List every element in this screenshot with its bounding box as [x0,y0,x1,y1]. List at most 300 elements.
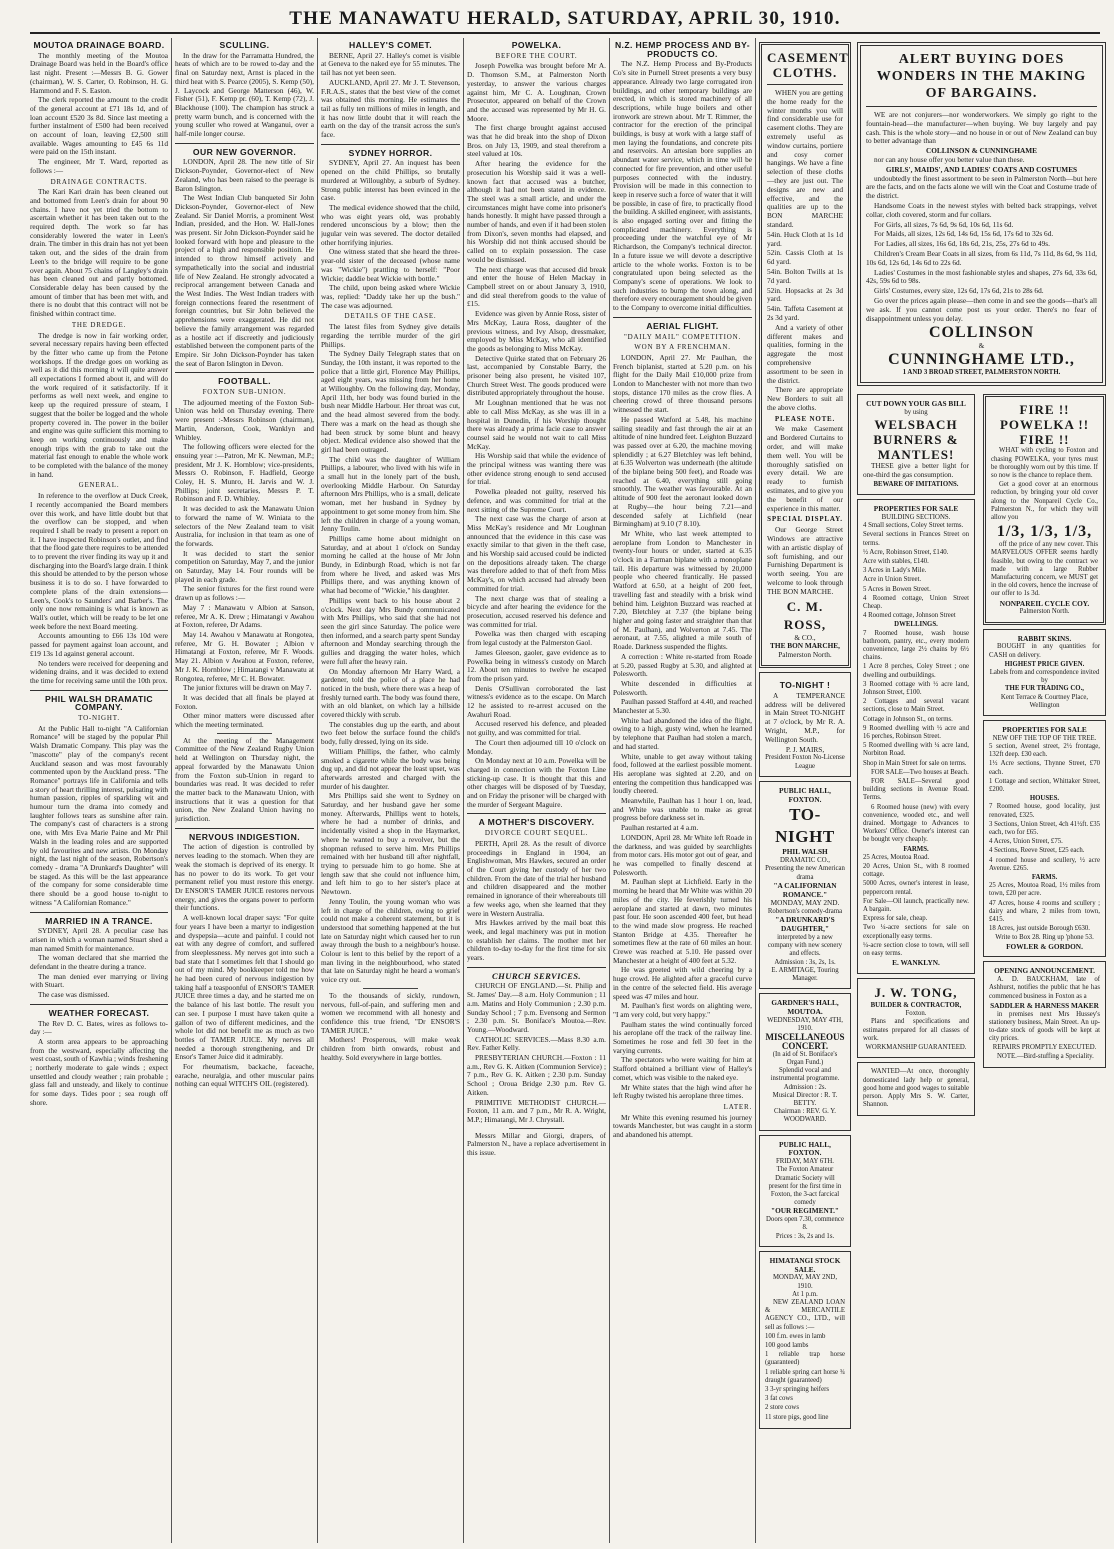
place: Foxton. [905,1010,927,1018]
paragraph: The spectators who were waiting for him at Stafford obtained a brilliant view of Halley's comet, which was visible to the naked eye. [613,1055,752,1082]
stock-item: 1 reliable trap horse (guaranteed) [765,1351,845,1367]
paragraph: A storm area appears to be approaching from the westward, especially affecting the west coast, south of Kawhia ; winds freshening ; northerly moderate to gale winds ; expect unsettled and cloudy weather ; rain probable ; glass fall and unsteady, and likely to continue for some days. Tides poor ; sea rough off shore. [30,1036,168,1107]
paragraph: It was decided that all finals be played at Foxton. [175,692,314,711]
paragraph: After hearing the evidence for the prosecution his Worship said it was a well-known fact that accused was a butcher, although it had not been stated in evidence. The steel was a small article, and under the circumstances might have come into prisoner's hands honestly. It might have passed through a number of hands, and even if it had been stolen from Dixon's, seven months had elapsed, and his Worship did not think accused should be called on to explain possession. The case would be dismissed. [467,159,606,264]
paragraph: PRIMITIVE METHODIST CHURCH.—Foxton, 11 a.m. and 7 p.m., Mr R. A. Wright, M.P.; Himatangi, Mr J. Chrystall. [467,1097,606,1124]
paragraph: May 7 : Manawatu v Albion at Sanson, referee, Mr A. K. Drew ; Himatangi v Awahou at Foxton, referee, Dr Adams. [175,602,314,630]
article-title: WEATHER FORECAST. [48,1007,150,1018]
stock-item: 3 3-yr springing heifers [765,1386,829,1394]
paragraph: The latest files from Sydney give details regarding the terrible murder of the girl Phillips. [321,322,460,349]
price-item: 54in. Huck Cloth at 1s 1d yard. [767,229,843,248]
chairman: Chairman : REV. G. Y. WOODWARD. [774,1108,836,1124]
subheading: FARMS. [1031,874,1058,882]
paragraph: There are appropriate New Borders to suit all the above cloths. [767,385,843,412]
paragraph: SYDNEY, April 27. An inquest has been opened on the child Phillips, so brutally murdered at Willoughby, a suburb of Sydney. Strong public interest has been evinced in the case. [321,158,460,203]
paragraph: off the price of any new cover. This MARVELOUS OFFER seems hardly feasible, but owing to the contract we made with a large Rubber Manufacturing concern, we MUST get in the old covers, hence the increase of our offer to 1s 3d. [991,541,1098,598]
property-item: ½ Acre, Robinson Street, £140. [863,548,949,556]
property-advert [857,499,975,974]
property-item: 7 Roomed house, good locality, just renovated, £325. [989,803,1100,819]
divider [30,912,168,913]
paragraph: At the Public Hall to-night "A Californian Romance" will be staged by the popular Phil Walsh Dramatic Company. This play was the "mascotte" play of the company's recent Auckland season and was most favourably commented upon by the Auckland press. "The Romance" portrays life in California and tells a story of heart thrilling interest, pulsating with human passion, ripples of sparkling wit and humour turn the drama into comedy and laughter follows tears as sunshine after rain. The company's cast of characters is a strong one, with Mrs Eva Marie Paine and Mr Phil Walsh in the leading roles and are supported by old favourites and new artists. On Monday night, the last night of the season, Robertson's comedy - drama "A Drunkard's Daughter" will be staged. As this will be the last appearance of the company for some considerable time there should be a good house to-night to witness "A Californian Romance." [30,723,168,907]
property-item: ¼-acre section close to town, will sell on easy terms. [863,941,969,958]
paragraph: Denis O'Sullivan corroborated the last witness's evidence as to the escape. On March 12 he assisted to re-arrest accused on the Awahuri Road. [467,683,606,719]
paragraph: He passed Watford at 5.48, his machine sailing steadily and fast through the air at an altitude of nine hundred feet. Leighton Buzzard was passed over at 6.20, the machine moving splendidly ; at 6.27 Bletchley was left behind, at 6.35 Wolverton was underneath (the altitude of the biplane being 500 feet), and Roade was reached at 6.40, everything still going smoothly. The weather was favourable. At an altitude of 900 feet the aeronaut looked down at Rugby—the hour being 7.21—and descended safely at Lichfield (near Birmingham) at 9.10 (7 8.10). [613,414,752,529]
column-4 [467,38,606,1543]
subheading: DIVORCE COURT SEQUEL. [484,829,589,838]
paragraph: Mrs Hawkes arrived by the mail boat this week, and legal machinery was put in motion to establish her claims. The mother met her children to-day to-day for the first time for six years. [467,918,606,963]
price-item: 52in. Cassis Cloth at 1s 6d yard. [767,248,843,267]
article-title: MOUTOA DRAINAGE BOARD. [33,40,165,50]
firm-name: C. M. ROSS, [783,598,827,632]
column-rule [171,38,172,1543]
price-list [767,231,843,323]
paragraph: The child, upon being asked where Wickie was, replied: "Daddy take her up the bush." The case was adjourned. [321,283,460,310]
paragraph: The action of digestion is controlled by nerves leading to the stomach. When they are weak the stomach is deprived of its energy. It has no power to do its work. To get vour permanent relief you must restore this energy. Dr ENSOR'S TAMER JUICE restores nervous energy, and gives the organs power to perform their functions. [175,842,314,913]
property-item: 4 Roomed cottage, Union Street Cheap. [863,594,969,610]
firm-name: THE FUR TRADING CO., [1005,685,1084,693]
firm-name: J. W. TONG, [874,985,958,1001]
offer-price: 1/3, 1/3, 1/3, [996,523,1093,541]
advert-title: OPENING ANNOUNCEMENT. [994,966,1095,976]
paragraph: Our George Street Windows are attractive with an artistic display of soft furnishing, and our Furnishing Department is worth seeing. You are welcome to look through THE BON MARCHE. [767,525,843,596]
venue: PUBLIC HALL, FOXTON. [779,1139,831,1158]
paragraph: The next charge was that of stealing a bicycle and after hearing the evidence for the prosecution, accused reserved his defence and was committed for trial. [467,593,606,629]
paragraph: His Worship said that while the evidence of the principal witness was wanting there was other evidence strong enough to send accused for trial. [467,451,606,487]
column-1 [30,38,168,1543]
paragraph: Mrs Phillips said she went to Sydney on Saturday, and her husband gave her some money. Afterwards, Phillips went to hotels, where he had a number of drinks, and incidentally visited a shop in the Haymarket, where he wanted to buy a revolver, but the shopman refused to serve him. Mrs Phillips remained with her husband till after nightfall, trying to persuade him to go home. She at length saw that she could not influence him, and left him to go to her sister's place at Newtown. [321,791,460,897]
price-line: Ladies' Costumes in the most fashionable styles and shapes, 27s 6d, 33s 6d, 42s, 59s 6d to 98s. [866,267,1097,286]
paragraph: PERTH, April 28. As the result of divorce proceedings in England in 1904, an Englishwoman, Mrs Hawkes, secured an order of the Court giving her custody of her two children. From the date of the trial her husband and children disappeared and the mother remained in ignorance of their whereabouts till a few weeks ago, when she learned that they were in Western Australia. [467,838,606,918]
masthead: THE MANAWATU HERALD, SATURDAY, APRIL 30, 1910. [30,8,1100,34]
paragraph: The woman declared that she married the defendant in the theatre during a trance. [30,953,168,972]
paragraph: The following officers were elected for the ensuing year :—Patron, Mr K. Newman, M.P.; president, Mr J. K. Hornblow; vice-presidents, Messrs O. Robinson, F. Hadfield, George Coley, H. S. Munro, H. Jarvis and W. J. Phillips; joint secretaries, Messrs P. T. Robinson and F. D. Whibley. [175,442,314,504]
stock-sale-advert [759,1251,851,1429]
price-line: For Girls, all sizes, 7s 6d, 9s 6d, 10s 6d, 11s 6d. [874,219,1014,229]
stock-item: 3 fat cows [765,1395,793,1403]
paragraph: Mr Loughnan mentioned that he was not able to call Miss McKay, as she was ill in a hospital in Dunedin, if his Worship thought there was already a prima facie case to answer counsel said he would not wait to call Miss McKay. [467,398,606,451]
farm-list [863,854,969,958]
column-5 [613,38,752,1543]
advert-title: FIRE !! POWELKA !! FIRE !! [999,402,1090,448]
subheading: FARMS. [903,845,929,853]
paragraph: CATHOLIC SERVICES.—Mass 8.30 a.m. Rev. Father Kelly. [467,1034,606,1053]
rabbit-advert [983,629,1106,716]
gas-advert [857,394,975,495]
doors: Doors open 7.30, commence 8. [766,1216,844,1232]
subheading: TO-NIGHT. [78,714,120,723]
price-item: 54in. Bolton Twills at 1s 7d yard. [767,266,843,285]
subheading: DWELLINGS. [894,621,938,629]
date: FRIDAY, MAY 6TH. [775,1158,835,1166]
paragraph: A correction : White re-started from Roade at 5.20, passed Rugby at 5.30, and alighted at Polesworth. [613,651,752,679]
property-item: 1 Cottage and section, Whittaker Street, £200. [989,777,1100,794]
paragraph: White descended in difficulties at Polesworth. [613,678,752,697]
article-title: OUR NEW GOVERNOR. [192,146,297,157]
property-item: 5 Roomed dwelling with ¼ acre land, Norbiton Road. [863,742,969,758]
divider [509,1128,565,1129]
address: Kent Terrace & Courtney Place, Wellington [1000,693,1089,709]
article-title: N.Z. HEMP PROCESS AND BY-PRODUCTS CO. [614,40,751,59]
play-title: "A DRUNKARD'S DAUGHTER," [775,915,835,934]
paragraph: LONDON, April 28. The new title of Sir Dickson-Poynder, Governor-elect of New Zealand, who has been raised to the peerage is Baron Islington. [175,157,314,193]
trade: SADDLER & HARNESS MAKER [990,1000,1099,1010]
paragraph: NEW ZEALAND LOAN & MERCANTILE AGENCY CO., LTD., will sell as follows :— [765,1299,845,1331]
divider [217,733,273,734]
price-line: Children's Cream Bear Coats in all sizes, from 6s 11d, 7s 11d, 8s 6d, 9s 11d, 10s 6d, 12s 6d, 14s 6d to 22s 6d. [866,248,1097,267]
house-list [989,803,1100,873]
paragraph: The N.Z. Hemp Process and By-Products Co's site in Purnell Street presents a very busy appearance. Already two large corrugated iron buildings, and other temporary buildings are erected, in which is stored machinery of all descriptions, while huge boilers and other ironwork are strewn about. Mr T. Rimmer, the contractor for the erection of the principal buildings, is busy at work with a large staff of men laying the foundations, and concrete pits and reservoirs. An artesian bore supplies an abundant water service, which in time will be connected for fire prevention, and other useful purposes connected with the industry. Provision will be made in this connection to keep in reserve such a force of water that it will be possible, in case of fire, to practically flood the building. A skilled engineer, with assistants, is also engaged sorting over and fitting the complicated machinery. Everything is proceeding under the watchful eye of Mr Richardson, the Company's technical director. In a future issue we will devote a descriptive article to the whole works. Foxton is to be congratulated upon being selected as the Company's scene of operations. We look to such industries to bump the town along, and therefore every encouragement should be given to the Company to overcome initial difficulties. [613,59,752,313]
paragraph: LONDON, April 27. Mr Paulhan, the French biplanist, started at 5.20 p.m. on his flight for the Daily Mail £10,000 prize from London to Manchester with not more than two stops, distance 170 miles as the crow flies. A cheering crowd of three thousand persons witnessed the start. [613,352,752,415]
paragraph: Plans and specifications and estimates prepared for all classes of work. [863,1018,969,1042]
paragraph: Paulhan restarted at 4 a.m. [621,823,699,833]
article-title: SCULLING. [219,40,270,50]
paragraph: The West Indian Club banqueted Sir John Dickson-Poynder, Governor-elect of New Zealand. Sir Daniel Morris, a prominent West Indian, presided, and the Hon. W. Hall-Jones was present. Sir John Dickson-Poynder said he looked forward with hope and pleasure to the project of a high and responsible position. He intended to throw himself actively and sympathetically into the social and industrial life of New Zealand. He strongly advocated a reciprocal arrangement between Canada and the West Indies. The West Indian traders with foreign connections feared the resentment of foreign countries, but Sir John believed the apprehensions were exaggerated. He did not believe the family arrangement was regarded as a hostile act if discreetly and judiciously established between the component parts of the Empire. Sir John Dickson-Poynder has taken the seat of Baron Islington in Devon. [175,193,314,368]
advert-title: HIMATANGI STOCK SALE. [769,1255,841,1274]
paragraph: The Sydney Daily Telegraph states that on Sunday, the 10th instant, it was reported to the police that a little girl, Florence May Phillips, aged eight years, was missing from her home at Willoughby. On the following day, Monday, April 11th, her body was found buried in the bush near Middle Harbour. Her throat was cut, and the head almost severed from the body. There was a mark on the head as though she had been struck by some blunt and heavy object. Medical evidence also showed that the girl had been outraged. [321,349,460,454]
subheading: DRAINAGE CONTRACTS. [50,177,148,186]
advert-title: ALERT BUYING DOES WONDERS IN THE MAKING OF BARGAINS. [876,52,1087,101]
property-item: Several sections in Frances Street on terms. [863,531,969,547]
play-title: "OUR REGIMENT." [771,1206,839,1216]
paragraph: Powelka was then charged with escaping from legal custody at the Palmerston Gaol. [467,629,606,648]
column-3 [321,38,460,1543]
subheading: NEW OFF THE TOP OF THE TREE. [992,734,1097,742]
paragraph: Detective Quirke stated that on February 26 last, accompanied by Constable Barry, the prisoner being also present, he visited 107, Church Street West. The goods produced were distributed appropriately throughout the house. [467,353,606,398]
wanted-advert [857,1062,975,1116]
property-item: 20 Acres, Union St., with 8 roomed cottage. [863,863,969,879]
paragraph: Presenting the new American drama [765,865,845,881]
subheading: DETAILS OF THE CASE. [344,312,437,321]
stock-item: 100 f.m. ewes in lamb [765,1332,826,1340]
prices: Prices : 3s, 2s and 1s. [775,1232,835,1240]
agent-name: E. WANKLYN. [892,958,940,968]
subheading: LATER. [723,1102,752,1111]
paragraph: M. Paulhan's first words on alighting were, "I am very cold, but very happy." [613,1001,752,1019]
article-title: NERVOUS INDIGESTION. [189,831,300,842]
contact: Write to Box 28. Ring up 'phone 53. [995,934,1094,942]
article-title: PHIL WALSH DRAMATIC COMPANY. [44,693,153,713]
subheading: THE DREDGE. [71,320,127,329]
property-list [989,743,1100,794]
paragraph: Messrs Millar and Giorgi, drapers, of Palmerston N., have a replace advertisement in this issue. [467,1130,606,1158]
price-line: For Maids, all sizes, 12s 6d, 14s 6d, 15s 6d, 17s 6d to 32s 6d. [874,229,1054,239]
ad-subcolumn-right [981,390,1108,1072]
paragraph: And a variety of other different makes and qualities, forming in the aggregate the most comprehensive assortment to be seen in the district. [767,322,843,385]
concert-advert [759,993,851,1130]
paragraph: WHAT with cycling to Foxton and chasing POWELKA, your tyres must be thoroughly worn out by this time. If so now is the chance to replace them. [991,447,1098,479]
property-item: 3 Sections, Union Street, 4ch 41½ft. £35 each, two for £65. [989,820,1100,837]
subheading: BUILDING SECTIONS. [881,513,951,521]
subheading: GENERAL. [78,481,120,490]
paragraph: May 14. Awahou v Manawatu at Rongotea, referee, Mr G. H. Bowater ; Albion v Himatangi at Foxton, referee, Mr F. Woods. May 21. Albion v Awahou at Foxton, referee, Mr J. K. Hornblow ; Himatangi v Manawatu at Rongotea, referee, Mr C. H. Bowater. [175,630,314,683]
paragraph: A TEMPERANCE address will be delivered in Main Street TO-NIGHT at 7 o'clock, by Mr R. A. Wright, M.P., for Wellington South. [765,690,845,744]
paragraph: Phillips came home about midnight on Saturday, and at about 1 o'clock on Sunday morning he called at the house of Mr John Bundy, in Edinburgh Road, which is not far from where he lived, and asked was Mrs Phillips there, and was anything known of what had become of "Wickie," his daughter. [321,533,460,596]
property-item: 4 Small sections, Coley Street terms. [863,522,964,530]
property-item: 18 Acres, just outside Borough £630. [989,925,1091,933]
advert-title: MISCELLANEOUS CONCERT. [765,1032,845,1051]
paragraph: The child was the daughter of William Phillips, a labourer, who lived with his wife in a small hut in the lonely part of the bush, overlooking Middle Harbour. On Saturday afternoon Mrs Phillips, who is a small, delicate woman, met her husband in Sydney by appointment to get some money from him. She left the children in charge of a young woman, Jenny Toulin. [321,454,460,534]
paragraph: M. Paulhan slept at Lichfield. Early in the morning he heard that Mr White was within 20 miles of the city. He feverishly turned his aeroplane and started at dawn, two minutes past four. He soon ascended 400 feet, but head to the wind made slow progress. He reached Stanton Bridge at 4.35. Thereafter he sometimes flew at the rate of 60 miles an hour. Crewe was reached at 5.10. He passed over Manchester at a height of 400 feet at 5.32. [613,877,752,965]
paragraph: Splendid vocal and instrumental programme. [770,1067,840,1083]
paragraph: LONDON, April 28. Mr White left Roade in the darkness, and was guided by searchlights from motor cars. His motor got out of gear, and he was compelled to finally descend at Polesworth. [613,832,752,877]
dwelling-list [863,630,969,768]
signature: P. J. MAIRS, [785,744,825,754]
guarantee: WORKMANSHIP GUARANTEED. [865,1044,967,1052]
property-item: For Sale—Oil launch, practically new. A bargain. [863,897,969,914]
paragraph: Paulhan passed Stafford at 4.40, and reached Manchester at 5.30. [613,697,752,716]
date: MONDAY, MAY 2ND. [770,898,840,908]
paragraph: It was decided to ask the Manawatu Union to forward the name of W. Winiata to the selectors of the New Zealand team to visit Australia, for inclusion in that team as one of the forwards. [175,504,314,548]
paragraph: A. D. BAUCKHAM, late of Ashhurst, notifies the public that he has commenced business in Foxton as a [989,976,1100,1000]
paragraph: The Foxton Amateur Dramatic Society will present for the first time in Foxton, the 3-act farcical comedy [768,1166,842,1207]
store-name: THE BON MARCHE, [770,641,840,651]
advert-title: TO-NIGHT [775,805,835,847]
powelka-cycle-advert [983,394,1106,624]
paragraph: It was decided to start the senior competition on Saturday, May 7, and the junior on Saturday, May 14. Four rounds will be played in each grade. [175,548,314,584]
paragraph: We make Casement and Bordered Curtains to order, and will make them well. You will be thoroughly satisfied on every detail. We are ready to furnish estimates, and to give you the benefit of our experience in this matter. [767,424,843,513]
stock-item: 1 reliable spring cart horse ¾ draught (guaranteed) [765,1368,845,1384]
divider [175,828,314,829]
paragraph: The case was dismissed. [38,990,110,1000]
ampersand: & [978,341,985,351]
advert-title: CASEMENT CLOTHS. [767,50,849,80]
paragraph: Mr White, who last week attempted to aeroplane from London to Manchester in twenty-four hours or under, started at 6.35 o'clock in a Farman biplane with a monoplane tail. His departure was witnessed by 20,000 people who cheered frantically. He passed Watford at 6.50, at a height of 200 feet, travelling fast and steadily with a brisk wind behind him. Leighton Buzzard was reached at 7.20, Bletchley at 7.37 (the biplane being higher and going faster and straighter than that of M. Paulhan), and Wolverton at 7.45. The aeronaut, at 7.55, alighted a mile south of Roade. Darkness suspended the flights. [613,528,752,652]
paragraph: The Court then adjourned till 10 o'clock on Monday. [467,737,606,756]
divider [467,813,606,814]
paragraph: 6 Roomed house (new) with every convenience, wooded etc., and well drained. Mortgage to Advances to Workers' Office. Owner's interest can be bought very cheaply. [863,803,969,844]
theatre-advert [759,781,851,989]
opening-advert [983,961,1106,1067]
place: Palmerston North. [1019,608,1070,616]
paragraph: The Kari Kari drain has been cleaned out and bottomed from Leen's drain for about 90 chains. I have not yet tried the bottom to ascertain whether it has been taken out to the required depth. The work so far has considerably lowered the water in Leen's drain. The timber in this drain has not yet been taken out, and the sides of the drain from Leen's to the bridge will require to be gone over again. About 75 chains of Langley's drain has been cleaned out and partly bottomed. Considerable delay has been caused by the amount of timber that has been met with, and there is no doubt that this contract will not be finished within contract time. [30,187,168,319]
divider [321,144,460,145]
paragraph: HIGHEST PRICE GIVEN. [1004,660,1085,668]
date: WEDNESDAY, MAY 4TH, 1910. [767,1016,843,1032]
divider [866,106,1097,107]
collinson-advert [857,42,1106,386]
paragraph: Jenny Toulin, the young woman who was left in charge of the children, owing to grief could not make a coherent statement, but it is understood that something happened at the hut late on Saturday night which caused her to run away through the bush to a neighbour's house. Colour is lent to this belief by the report of a man living in the neighbourhood, who stated that late on Saturday night he heard a woman's voice cry out. [321,896,460,985]
article-title: AERIAL FLIGHT. [646,320,719,331]
property-item: 4 Acres, Union Street, £75. [989,838,1063,846]
paragraph: White had abandoned the idea of the flight, owing to a high, gusty wind, when he learned by telephone that Paulhan had stolen a march, and had started. [613,715,752,751]
paragraph: AUCKLAND, April 27. Mr J. T. Stevenson, F.R.A.S., states that the best view of the comet was obtained this morning. He estimates the tail as fully ten millions of miles in length, and it has now little doubt that it will reach the earth on the day of the transit across the sun's face. [321,77,460,140]
date: MONDAY, MAY 2ND, 1910. [772,1274,838,1290]
paragraph: nor can any house offer you better value than these. [874,154,1025,164]
paragraph: NOTE.—Bird-stuffing a Speciality. [997,1052,1094,1060]
paragraph: The constables dug up the earth, and about two feet below the surface found the child's body, fully dressed, lying on its side. [321,719,460,747]
divider [175,143,314,144]
advert-title: PROPERTIES FOR SALE [1002,725,1087,734]
paragraph: REPAIRS PROMPTLY EXECUTED. [992,1044,1097,1052]
divider [767,84,843,85]
price-item: 54in. Taffeta Casement at 2s 3d yard. [767,304,843,322]
tong-advert [857,978,975,1058]
column-2 [175,38,314,1543]
paragraph: On Monday next at 10 a.m. Powelka will be charged in connection with the Foxton Line sticking-up case. It is thought that this and other charges will be disposed of by Tuesday, and on Friday the prisoner will be charged with the murder of Sergeant Maguire. [467,756,606,809]
paragraph: PRESBYTERIAN CHURCH.—Foxton : 11 a.m., Rev G. K. Aitken (Communion Service) ; 7 p.m., Rev G. K. Aitken ; 2.30 p.m. Sunday School ; Oroua Bridge 2.30 p.m. Rev G. Aitken. [467,1053,606,1097]
paragraph: undoubtedly the finest assortment to be seen in Palmerston North—but here are the facts, and on the facts alone we will win the Coat and Costume trade of the district. [866,173,1097,201]
play-title: "A CALIFORNIAN ROMANCE." [773,880,837,899]
paragraph: To the thousands of sickly, rundown, nervous, full-of-pain, and suffering men and women we recommend with all honesty and confidence this true friend, "Dr ENSOR'S TAMER JUICE." [321,990,460,1035]
divider [467,967,606,968]
paragraph: WANTED—At once, thoroughly domesticated lady help or general, good home and good wages to suitable person. Apply Mrs S. W. Carter, Shannon. [863,1068,969,1109]
property-item: 3 Roomed cottage with ½ acre land, Johnson Street, £100. [863,680,969,696]
director: Musical Director : R. T. BETTY. [772,1091,838,1108]
property-item: 2 Cottages and several vacant sections, close to Main Street. [863,698,969,714]
divider [175,372,314,373]
article-title: SYDNEY HORROR. [348,147,433,158]
property-item: 4 Sections, Reeve Street, £25 each. [989,847,1085,855]
article-title: POWELKA. [511,40,562,50]
paragraph: Evidence was given by Annie Ross, sister of Mrs McKay, Laura Ross, daughter of the previous witness, and Ivy Alsop, dressmaker, employed by Miss McKay, who all identified the goods as belonging to Miss McKay. [467,309,606,353]
company-type: DRAMATIC CO., [779,857,831,865]
property-item: 4 roomed house and scullery, ½ acre Avenue. £265. [989,856,1100,872]
article-title: A MOTHER'S DISCOVERY. [478,817,595,828]
price-item: 52in. Hopsacks at 2s 3d yard. [767,285,843,304]
paragraph: The medical evidence showed that the child, who was eight years old, was probably rendered unconscious by a blow; then the jugular vein was severed. The doctor detailed other horrifying injuries. [321,202,460,247]
paragraph: The engineer, Mr T. Ward, reported as follows :— [30,157,168,175]
property-item: 7 Roomed house, wash house bathroom, pantry, etc., every modern convenience, large 2½ chains by 6½ chains. [863,629,969,662]
article-title: CHURCH SERVICES. [492,970,581,981]
firm-co: & CO., [794,632,816,642]
paragraph: in premises next Mrs Hussey's stationery business, Main Street. An up-to-date stock of goods will be kept at city prices. [989,1010,1100,1043]
column-6 [757,38,853,1543]
paragraph: Accused reserved his defence, and pleaded not guilty, and was committed for trial. [467,719,606,738]
property-item: 5 section, Avenel street, 2½ frontage, 132ft deep. £30 each. [989,743,1100,759]
paragraph: BEWARE OF IMITATIONS. [873,480,959,488]
article-title: FOOTBALL. [218,376,271,387]
paragraph: WE are not conjurers—nor wonderworkers. We simply go right to the fountain-head—the manufacturer—when buying. We buy largely and pay cash. This is the whole story—and no house in or out of New Zealand can buy to better advantage than [866,110,1097,146]
paragraph: In the draw for the Parramatta Hundred, the heats of which are to be rowed to-day and the final on Saturday next, Arnst is placed in the third heat with S. Pearce (2005), S. Kemp (50), J. Laycock and George Matterson (46), W. Fisher (51), F. Kemp pr. (60), T. Kemp (72), J. Blackhouse (100). The champion has struck a pretty warm bunch, and is concerned with the young sculler who rowed at Wanganui, over a half-mile longer course. [175,50,314,139]
property-item: 4 Roomed cottage, Johnson Street [863,612,956,620]
paragraph: Joseph Powelka was brought before Mr A. D. Thomson S.M., at Palmerston North yesterday, to answer the various charges against him, Mr C. A. Loughnan, Crown Prosecutor, appeared on behalf of the Crown and the accused was represented by Mr H. G. Moore. [467,61,606,123]
property-item: 25 Acres, Moutoa Road, 1½ miles from town, £20 per acre. [989,882,1100,898]
property-item: 1½ Acre sections, Thynne Street, £70 each. [989,760,1100,776]
property-advert-2 [983,720,1106,957]
paragraph: The man denied ever marrying or living with Stuart. [30,971,168,990]
casement-advert [759,42,851,668]
trade: BUILDER & CONTRACTOR, [870,1002,962,1010]
advert-title: RABBIT SKINS. [1017,633,1072,643]
paragraph: CHURCH OF ENGLAND.—St. Philip and St. James' Day.—8 a.m. Holy Communion ; 11 a.m. Matins and Holy Communion ; 2.30 p.m. Sunday School ; 7 p.m. Evensong and Sermon ; 2.30 p.m. St. Boniface's Moutoa.—Rev. Young.—Woodward. [467,981,606,1034]
property-item: 25 Acres, Moutoa Road. [863,853,930,861]
column-rule [609,38,610,1543]
store-place: Palmerston North. [778,650,832,660]
property-item: 5 Acres in Bowen Street. [863,585,931,593]
paragraph: Paulham states the wind continually forced his aeroplane off the track of the railway line. Sometimes he rose and fell 30 feet in the varying currents. [613,1019,752,1055]
paragraph: At the meeting of the Management Committee of the New Zealand Rugby Union held at Wellington on Thursday night, the appeal forwarded by the Manawatu Union from the Foxton sub-Union in regard to boundaries was read. It was decided to refer the matter back to the Manawatu Union, with instructions that it was a question for that union, the New Zealand Union having no jurisdiction. [175,735,314,824]
subheading: SPECIAL DISPLAY. [767,515,843,524]
advert-title: TO-NIGHT ! [779,680,831,691]
advert-title: PROPERTIES FOR SALE [873,504,959,514]
paragraph: Mothers! Prosperous, will make weak children from birth onwards, robust and healthy. Sold everywhere in large bottles. [321,1035,460,1062]
signature-title: President Foxton No-License League [765,754,845,770]
paragraph: For rheumatism, backache, faceache, earache, neuralgia, and other muscular pains nothing can equal WITCH'S OIL (registered). [175,1062,314,1089]
paragraph: FOR SALE—Several good building sections in Avenue Road. Terms. [863,778,969,802]
paragraph: The clerk reported the amount to the credit of the general account at £71 18s 1d, and of loan account £520 3s 8d. Since last meeting a further instalment of £500 had been received on account of loan, leaving £2,500 still available. Wages amounting to £45 6s 11d were paid on the 15th instant. [30,95,168,157]
paragraph: by using [904,409,928,417]
admission: Admission : 3s, 2s, 1s. [774,958,836,966]
subheading: FOXTON SUB-UNION. [202,388,287,397]
paragraph: interpreted by a new company with new scenery and effects. [767,933,843,958]
ad-row [855,390,1108,1109]
farm-list [989,882,1100,933]
property-item: Acre with stables, £140. [863,557,929,565]
admission: Admission : 2s. [783,1083,827,1091]
subheading: PLEASE NOTE. [774,414,836,423]
paragraph: Phillips went back to his house about 2 o'clock. Next day Mrs Bundy communicated with Mrs Phillips, who said that she had not seen the girl since Saturday. The police were then informed, and a search party spent Sunday afternoon and Monday searching through the gullies and dragging the water holes, which were full after the heavy rain. [321,595,460,666]
paragraph: Other minor matters were discussed after which the meeting terminated. [175,711,314,730]
venue: PUBLIC HALL, FOXTON. [779,785,831,804]
paragraph: The senior fixtures for the first round were drawn up as follows :— [175,584,314,603]
paragraph: James Gleeson, gaoler, gave evidence as to Powelka being in witness's custody on March 12. About ten minutes to twelve he escaped from the prison yard. [467,647,606,683]
divider [363,988,419,989]
paragraph: Meanwhile, Paulhan has 1 hour 1 on, lead, and White was unable to make as great progress before darkness set in. [613,796,752,823]
paragraph: Accounts amounting to £66 13s 10d were passed for payment against loan account, and £19 13s 1d against general account. [30,631,168,658]
paragraph: No tenders were received for deepening and widening drains, and it was decided to extend the time for receiving same until the 10th prox. [30,658,168,685]
paragraph: A well-known local draper says: "For quite four years I have been a martyr to indigestion and dyspepsia—acute and painful. I could not eat with any degree of comfort, and suffered from sleeplessness. My nerves got into such a bad state that I sometimes felt that I should go out of my mind. My bookkeeper told me how he had been cured of nervous indigestion by taking half a teaspoonful of ENSOR'S TAMER JUICE three times a day, and he started me on the balance of his last bottle. The result you can see. I purpose I must have taken quite a gallon of two of different medicines, and the whole lot did not benefit me as much as two bottles of TAMER JUICE. My nerves all needed a thorough strengthening, and Dr Ensor's Tamer Juice did it admirably. [175,913,314,1062]
firm-name: FOWLER & GORDON. [1006,941,1083,951]
paragraph: BERNE, April 27. Halley's comet is visible at Geneva to the naked eye for 55 minutes. The tail has not yet been seen. [321,50,460,78]
property-item: 3 Acres in Lady's Mile. [863,567,927,575]
divider [30,1004,168,1005]
ad-subcolumn-left [855,390,977,1120]
column-rule [317,38,318,1543]
paragraph: William Phillips, the father, who calmly smoked a cigarette while the body was being dug up, and did not appear the least upset, was afterwards arrested and charged with the murder of his daughter. [321,746,460,791]
property-item: Two ¼-acre sections for sale on exceptionally easy terms. [863,924,969,940]
property-item: Express for sale, cheap. [863,915,928,923]
column-rule [755,38,756,1543]
subheading: "DAILY MAIL" COMPETITION. [623,332,742,341]
paragraph: One witness stated that she heard the three-year-old sister of the deceased (whose name was "Wickie") prattling to herself: "Poor Wickie; daddie beat Wickie with bottle." [321,247,460,283]
paragraph: Go over the prices again please—then come in and see the goods—that's all we ask. If you cannot come post us your order. There's no fear of disappointment unless you delay. [866,295,1097,323]
price-line: Girls' Costumes, every size, 12s 6d, 17s 6d, 21s to 28s 6d. [874,286,1044,296]
time: At 1 p.m. [792,1290,818,1298]
paragraph: The dredge is now in fair working order, several necessary repairs having been effected by the fitter who came up from the Petone workshops. If the dredge goes on working as well as it did this morning it will quite answer all expectations I formed about it, and will do the work required of it satisfactorily. If it performs as well next week, and engine to keep up the required pressure of steam, I suggest that the boiler be logged and the whole property covered in. The power in the boiler and engine was quite sufficient this morning to keep on working continuously and make enough trips with the grab to take out the material fast enough to enable the whole work to be completed with the balance of the money in hand. [30,330,168,479]
temperance-advert [759,672,851,777]
paragraph: (In aid of St. Boniface's Organ Fund.) [772,1050,838,1066]
property-list [863,522,969,620]
paragraph: Mr White this evening resumed his journey towards Manchester, but was caught in a storm and abandoned his attempt. [613,1112,752,1140]
stock-item: 2 store cows [765,1404,799,1412]
subheading: HOUSES. [1029,795,1060,803]
paragraph: Robertson's comedy-drama [767,908,843,916]
stock-item: 100 good lambs [765,1342,809,1350]
address: 1 AND 3 BROAD STREET, PALMERSTON NORTH. [902,369,1061,377]
paragraph: Mr White states that the high wind after he left Rugby twisted his aeroplane three times. [613,1082,752,1101]
paragraph: BOUGHT in any quantities for CASH on delivery. [989,643,1100,659]
firm-name: COLLINSON [928,324,1035,342]
paragraph: Labels from and correspondence invited by [989,668,1100,685]
property-item: 1 Acre 8 perches, Coley Street ; one dwelling and outbuildings. [863,663,969,679]
property-item: Cottage in Johnson St., on terms. [863,715,953,723]
column-rule [463,38,464,1543]
advert-title: WELSBACH BURNERS & MANTLES! [873,417,959,463]
property-item: 5000 Acres, owner's interest in lease, peppercorn rental. [863,880,969,896]
paragraph: White, unable to get away without taking food, followed at the earliest possible moment. His aeroplane was sighted at 2.20, and on entering the competition thus handicapped was loudly cheered. [613,751,752,796]
manager: E. ARMITAGE, Touring Manager. [771,966,839,982]
stock-list [765,1333,845,1422]
paragraph: Get a good cover at an enormous reduction, by bringing your old cover along to the Nonpareil Cycle Co., Palmerston N., for which they will allow you [991,481,1098,521]
comedy-advert [759,1135,851,1247]
property-item: Shop in Main Street for sale on terms. [863,759,967,767]
paragraph: THESE give a better light for one-third the gas consumption. [863,461,969,480]
paragraph: FOR SALE—Two houses at Beach. [871,768,969,776]
paragraph: The adjourned meeting of the Foxton Sub-Union was held on Thursday evening. There were present :-Messrs Robinson (chairman), Martin, Anderson, Cook, Wanklyn and Whibley. [175,397,314,442]
property-item: 9 Roomed dwelling with ½ acre and 16 perches, Robinson Street. [863,724,969,740]
paragraph: The first charge brought against accused was that he did break into the shop of Dixon Bros. on July 13, 1909, and steal therefrom a steel valued at 10s. [467,123,606,159]
paragraph: On Monday afternoon Mr Harry Ward, a gardener, told the police of a place he had noticed in the bush, where there was a heap of freshly turned earth. The body was found there, with an old blanket, on which lay a hillside covered thickly with scrub. [321,666,460,720]
